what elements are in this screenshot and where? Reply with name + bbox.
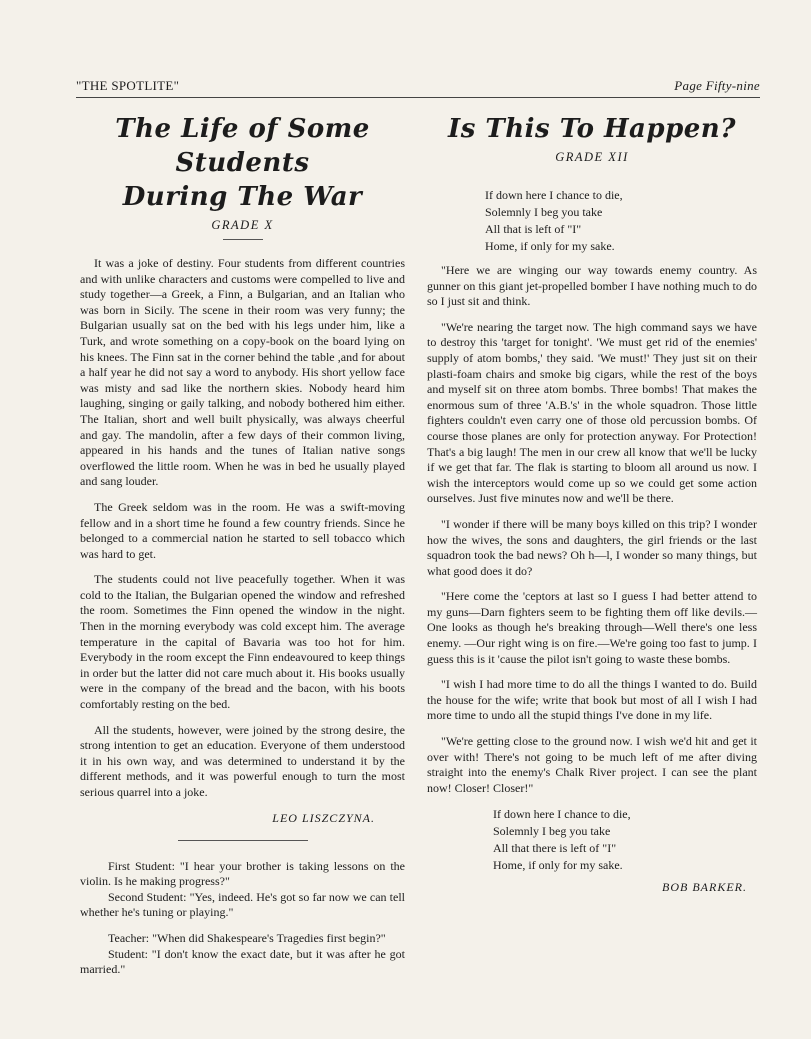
joke-line: Second Student: "Yes, indeed. He's got so far now we can tell whether he's tuning or playing." bbox=[80, 889, 405, 920]
left-article-signature: LEO LISZCZYNA. bbox=[272, 810, 375, 825]
right-article-signature: BOB BARKER. bbox=[662, 880, 747, 895]
closing-poem bbox=[493, 806, 757, 874]
joke-line: Teacher: "When did Shakespeare's Tragedies first begin?" bbox=[108, 930, 386, 945]
paragraph: The Greek seldom was in the room. He was a swift-moving fellow and in a short time he found a few country friends. Since he belonged to a commercial nation he started to sell tobacco which was hard to get. bbox=[80, 499, 405, 561]
paragraph: "We're getting close to the ground now. I wish we'd hit and get it over with! There's not going to be much left of me after diving straight into the enemy's Chalk River project. I can see the plant now! Closer! Closer!" bbox=[427, 734, 757, 795]
title-rule bbox=[223, 239, 263, 240]
poem-line: If down here I chance to die, bbox=[485, 188, 623, 202]
paragraph: "I wonder if there will be many boys killed on this trip? I wonder how the wives, the sons and daughters, the girl friends or the last squadron took the bad news? Oh h—l, I wonder so many things, but what good does it do? bbox=[427, 516, 757, 578]
right-article-grade: GRADE XII bbox=[555, 150, 629, 164]
poem-line: Solemnly I beg you take bbox=[493, 824, 611, 839]
paragraph: All the students, however, were joined by the strong desire, the strong intention to get an education. Everyone of them understood it in his own way, and was determined to understand it by the different methods, and it was powerful enough to turn the most serious quarrel into a joke. bbox=[80, 722, 405, 799]
paragraph: It was a joke of destiny. Four students from different countries and with unlike characters and customs were compelled to live and study together—a Greek, a Finn, a Bulgarian, and an Italian who was born in Sicily. The scene in their room was very funny; the Bulgarian usually sat on the bed with his legs under him, like a Turk, and wrote something on a copy-book on the board lying on his knees. The Finn sat in the corner behind the table ,and for about a half year he did not say a word to anybody. His short yellow face was misty and sad like the northern skies. Nobody heard him laughing, singing or gaily talking, and nobody bothered him either. The Italian, short and well built physically, was always cheerful and gay. The mandolin, after a few days of their common living, appeared in his hands and the tunes of Italian native songs overflowed the little room. When he was in bed he usually played and sang louder. bbox=[80, 256, 405, 489]
right-column bbox=[427, 112, 757, 895]
paragraph: The students could not live peacefully together. When it was cold to the Italian, the Bulgarian opened the window and refreshed the room. Sometimes the Finn opened the window in the night. Then in the morning everybody was cold except him. The average temperature in the capital of Bavaria was too hot for him. Everybody in the room except the Finn endeavoured to keep things in order but the latter did not care much about it. His books usually were in the company of the bread and the bacon, with his boots comfortably resting on the bed. bbox=[80, 572, 405, 712]
poem-line: All that is left of "I" bbox=[485, 222, 582, 236]
opening-poem bbox=[485, 187, 757, 255]
header-rule bbox=[76, 97, 760, 98]
joke-line: Student: "I don't know the exact date, but it was after he got married." bbox=[80, 946, 405, 977]
left-article-title bbox=[80, 112, 405, 214]
publication-name: "THE SPOTLITE" bbox=[76, 78, 180, 93]
poem-line: Home, if only for my sake. bbox=[485, 239, 615, 253]
paragraph: "I wish I had more time to do all the things I wanted to do. Build the house for the wife; write that book but most of all I wish I had more time to undo all the stupid things I've done in my life. bbox=[427, 677, 757, 723]
poem-line: Solemnly I beg you take bbox=[485, 205, 603, 219]
paragraph: "Here we are winging our way towards enemy country. As gunner on this giant jet-propelled bomber I have nothing much to do so I just sit and think. bbox=[427, 263, 757, 309]
right-article-title: Is This To Happen? bbox=[448, 114, 736, 144]
section-divider bbox=[178, 840, 308, 841]
title-line-2: During The War bbox=[122, 182, 363, 212]
paragraph: "We're nearing the target now. The high command says we have to destroy this 'target for tonight'. 'We must get rid of the enemies' supply of atom bombs,' they said. 'We must!' They just sit on their plasti-foam chairs and smoke big cigars, while the rest of the boys and myself sit on three atom bombs. Three bombs! That makes the enormous sum of three 'A.B.'s' in the whole squadron. Those little fighters couldn't even carry one of those old percussion bombs. Of course those planes are only for protection anyway. For Protection! That's a big laugh! The men in our crew all know that we'll be lucky if we get that far. The flak is starting to bloom all around us now. I wish the interceptors would come up so we could get some action ourselves. Just five minutes now and we'll be there. bbox=[427, 319, 757, 506]
poem-line: Home, if only for my sake. bbox=[493, 858, 623, 873]
paragraph: "Here come the 'ceptors at last so I guess I had better attend to my guns—Darn fighters seem to be fighting them off like devils.—One looks as though he's breaking through—Well there's one less enemy. —Our right wing is on fire.—We're going too fast to jump. I guess this is it 'cause the pilot isn't going to waste these bombs. bbox=[427, 589, 757, 666]
joke-line: First Student: "I hear your brother is taking lessons on the violin. Is he making progress?" bbox=[80, 858, 405, 889]
title-line-1: The Life of Some Students bbox=[115, 114, 370, 178]
joke-block-2 bbox=[80, 931, 405, 978]
left-article-grade: GRADE X bbox=[211, 218, 274, 232]
page-number: Page Fifty-nine bbox=[674, 78, 760, 93]
left-column bbox=[80, 112, 405, 978]
poem-line: All that there is left of "I" bbox=[493, 841, 617, 856]
joke-block-1 bbox=[80, 859, 405, 921]
poem-line: If down here I chance to die, bbox=[493, 807, 631, 822]
